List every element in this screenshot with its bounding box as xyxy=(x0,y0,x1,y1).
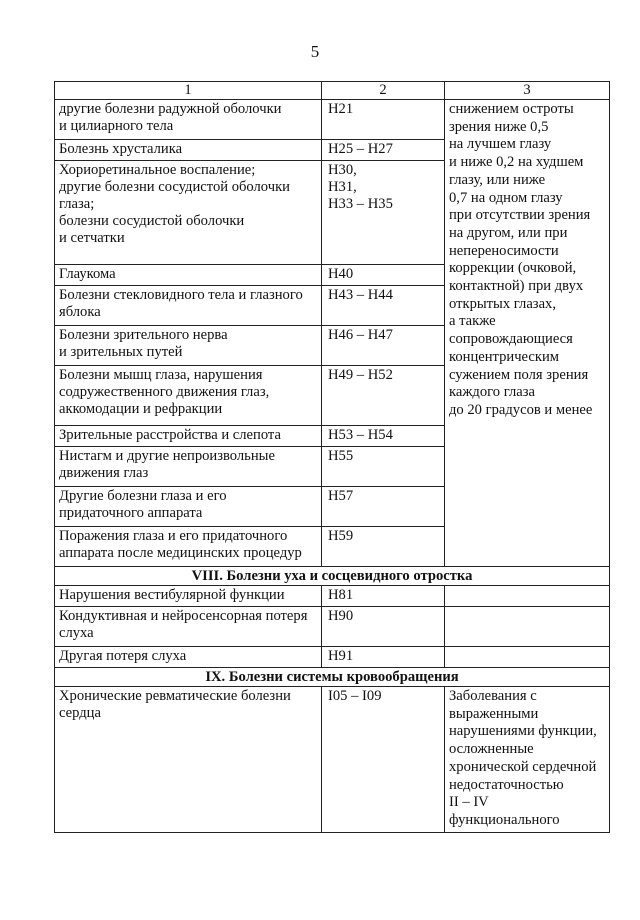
disease-name-line: Нарушения вестибулярной функции xyxy=(59,587,285,603)
disease-name xyxy=(55,447,322,487)
disease-name-line: аппарата после медицинских процедур xyxy=(59,545,302,561)
table-row xyxy=(55,687,610,833)
icd-code-line: H30, xyxy=(328,162,357,178)
disease-table xyxy=(54,81,610,833)
icd-code xyxy=(322,366,445,426)
disease-name-line: Болезни мышц глаза, нарушения xyxy=(59,367,263,383)
icd-code-line: H90 xyxy=(328,608,354,624)
icd-code-line: H59 xyxy=(328,528,354,544)
icd-code xyxy=(322,647,445,668)
disease-name xyxy=(55,687,322,833)
table-row xyxy=(55,586,610,607)
disease-name xyxy=(55,647,322,668)
criteria-note xyxy=(445,687,610,833)
disease-name-line: Нистагм и другие непроизвольные xyxy=(59,448,275,464)
criteria-note-line: при отсутствии зрения xyxy=(449,207,591,224)
header-col-1: 1 xyxy=(55,82,322,100)
icd-code xyxy=(322,687,445,833)
criteria-note-line: а также xyxy=(449,313,496,330)
criteria-note-line: Заболевания с xyxy=(449,688,537,704)
criteria-note-line: хронической сердечной xyxy=(449,758,597,775)
criteria-note-line: и ниже 0,2 на худшем xyxy=(449,154,584,171)
disease-name xyxy=(55,366,322,426)
disease-name-line: движения глаз xyxy=(59,465,149,481)
disease-name-line: болезни сосудистой оболочки xyxy=(59,213,245,229)
icd-code-line: I05 – I09 xyxy=(328,688,382,704)
disease-name-line: Хронические ревматические болезни xyxy=(59,688,291,704)
header-col-3: 3 xyxy=(445,82,610,100)
page-number: 5 xyxy=(310,42,320,61)
table-row xyxy=(55,647,610,668)
disease-name-line: содружественного движения глаз, xyxy=(59,384,270,400)
icd-code-line: H55 xyxy=(328,448,354,464)
disease-name-line: Болезни зрительного нерва xyxy=(59,327,228,343)
criteria-note-line: осложненные xyxy=(449,741,534,758)
table-row xyxy=(55,100,610,140)
icd-code xyxy=(322,326,445,366)
header-col-2: 2 xyxy=(322,82,445,100)
criteria-note-line: контактной) при двух xyxy=(449,278,584,295)
icd-code-line: H49 – H52 xyxy=(328,367,393,383)
criteria-note-line: выраженными xyxy=(449,705,539,722)
criteria-note-line: до 20 градусов и менее xyxy=(449,401,593,418)
icd-code-line: H57 xyxy=(328,488,354,504)
disease-name-line: аккомодации и рефракции xyxy=(59,401,223,417)
icd-code-line: H46 – H47 xyxy=(328,327,393,343)
icd-code-line: H21 xyxy=(328,101,354,117)
icd-code-line: H25 – H27 xyxy=(328,141,393,157)
icd-code xyxy=(322,607,445,647)
criteria-note-line: 0,7 на одном глазу xyxy=(449,189,563,206)
disease-name-line: Глаукома xyxy=(59,266,116,282)
section-title: IX. Болезни системы кровообращения xyxy=(55,668,610,687)
disease-name xyxy=(55,161,322,265)
icd-code-line: H40 xyxy=(328,266,354,282)
disease-name-line: глаза; xyxy=(59,196,95,212)
icd-code-line: H91 xyxy=(328,648,354,664)
disease-name xyxy=(55,286,322,326)
criteria-note xyxy=(445,607,610,647)
table-header-row xyxy=(55,82,610,100)
disease-name-line: и сетчатки xyxy=(59,230,125,246)
disease-name xyxy=(55,586,322,607)
icd-code xyxy=(322,447,445,487)
disease-name xyxy=(55,426,322,447)
disease-name-line: Кондуктивная и нейросенсорная потеря xyxy=(59,608,308,624)
disease-name xyxy=(55,100,322,140)
criteria-note-line: концентрическим xyxy=(449,348,560,365)
criteria-note-line: коррекции (очковой, xyxy=(449,260,577,277)
icd-code xyxy=(322,527,445,567)
icd-code xyxy=(322,161,445,265)
disease-name xyxy=(55,326,322,366)
criteria-note-line: открытых глазах, xyxy=(449,295,556,312)
criteria-note-line: зрения ниже 0,5 xyxy=(449,118,549,135)
disease-name xyxy=(55,527,322,567)
table-body xyxy=(55,82,610,833)
icd-code-line: H53 – H54 xyxy=(328,427,393,443)
criteria-note-line: непереносимости xyxy=(449,242,559,259)
criteria-note xyxy=(445,586,610,607)
disease-name-line: Зрительные расстройства и слепота xyxy=(59,427,281,443)
criteria-note-line: II – IV xyxy=(449,794,489,811)
criteria-note-line: сопровождающиеся xyxy=(449,331,573,348)
disease-name xyxy=(55,607,322,647)
criteria-note-line: снижением остроты xyxy=(449,101,574,117)
criteria-note-line: нарушениями функции, xyxy=(449,723,597,740)
disease-name-line: другие болезни радужной оболочки xyxy=(59,101,282,117)
criteria-note xyxy=(445,647,610,668)
icd-code xyxy=(322,140,445,161)
disease-name xyxy=(55,487,322,527)
criteria-note-line: на лучшем глазу xyxy=(449,136,552,153)
disease-name-line: яблока xyxy=(59,304,101,320)
disease-name-line: придаточного аппарата xyxy=(59,505,203,521)
disease-name-line: другие болезни сосудистой оболочки xyxy=(59,179,290,195)
disease-name-line: сердца xyxy=(59,705,101,721)
disease-name-line: Другая потеря слуха xyxy=(59,648,187,664)
criteria-note-line: сужением поля зрения xyxy=(449,366,589,383)
icd-code xyxy=(322,100,445,140)
disease-name-line: Хориоретинальное воспаление; xyxy=(59,162,256,178)
icd-code-line: H43 – H44 xyxy=(328,287,393,303)
icd-code xyxy=(322,586,445,607)
section-header-ix xyxy=(55,668,610,687)
table-row xyxy=(55,607,610,647)
criteria-note-line: функционального xyxy=(449,811,560,828)
criteria-note-line: на другом, или при xyxy=(449,224,568,241)
disease-name-line: и зрительных путей xyxy=(59,344,183,360)
section-title: VIII. Болезни уха и сосцевидного отростка xyxy=(55,567,610,586)
disease-name xyxy=(55,140,322,161)
disease-name-line: Болезни стекловидного тела и глазного xyxy=(59,287,303,303)
icd-code-line: H81 xyxy=(328,587,354,603)
disease-name-line: Поражения глаза и его придаточного xyxy=(59,528,288,544)
icd-code xyxy=(322,265,445,286)
icd-code-line: H31, xyxy=(328,179,357,195)
icd-code xyxy=(322,487,445,527)
disease-name-line: слуха xyxy=(59,625,94,641)
criteria-note-line: глазу, или ниже xyxy=(449,171,546,188)
criteria-note-line: каждого глаза xyxy=(449,384,535,401)
icd-code xyxy=(322,286,445,326)
criteria-note xyxy=(445,100,610,567)
disease-name xyxy=(55,265,322,286)
icd-code xyxy=(322,426,445,447)
disease-name-line: Болезнь хрусталика xyxy=(59,141,183,157)
criteria-note-line: недостаточностью xyxy=(449,776,564,793)
disease-name-line: Другие болезни глаза и его xyxy=(59,488,227,504)
icd-code-line: H33 – H35 xyxy=(328,196,393,212)
disease-name-line: и цилиарного тела xyxy=(59,118,174,134)
section-header-viii xyxy=(55,567,610,586)
